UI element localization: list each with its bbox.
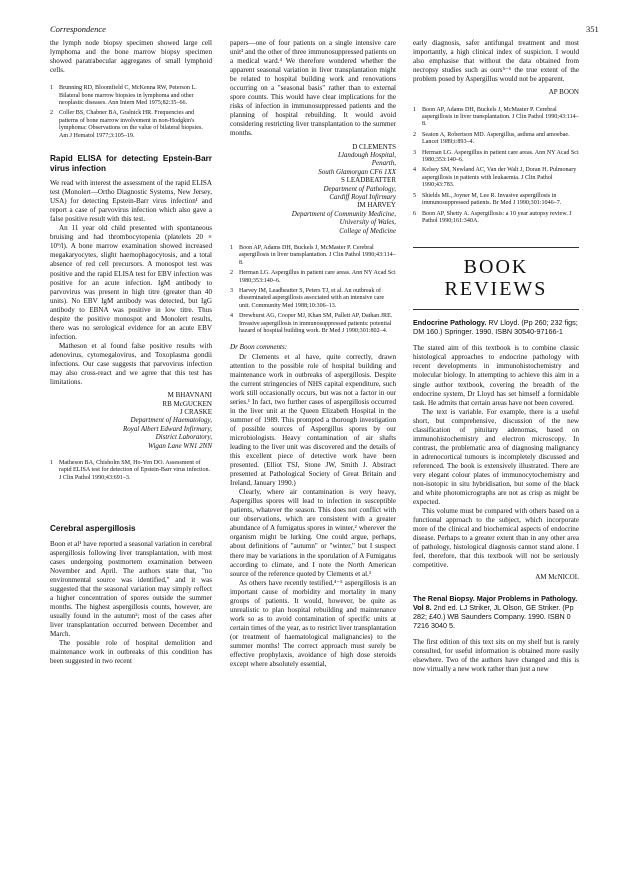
page-number: 351 (586, 24, 599, 34)
signature-line: D CLEMENTS (352, 142, 396, 151)
reference-item (413, 167, 579, 189)
reference-number: 1 (230, 244, 234, 251)
signature-line: University of Wales, (339, 218, 396, 227)
reference-number: 2 (230, 270, 234, 277)
signature-line: South Glamorgan CF6 1XX (318, 167, 396, 176)
reference-number: 4 (413, 167, 417, 174)
signature-line: College of Medicine (339, 226, 396, 235)
body-paragraph: As others have recently testified,⁴⁻⁵ aspergillosis is an important cause of morbidity and mortality in many groups of patients. It would, however, be quite as unrealistic to plan hospital rebuilding and maintenance work so as to avoid contamination of specific units at certain times of the year, as to restrict liver transplantation (or treatment of haematological malignancies) to the summer months! The correct approach must surely be effective prophylaxis, avoidance of high dose steroids except where absolutely essential, (230, 578, 396, 669)
author-signature (230, 143, 396, 235)
reference-number: 3 (230, 288, 234, 295)
reference-text: Coller BS, Chabner BA, Gralnick HR. Frequencies and patterns of bone marrow involvement in non-Hodgkin's lymphoma: Observations on the value of bilateral biopsies. Am J Hematol 1977;3:105–19. (59, 110, 203, 139)
body-paragraph: The stated aim of this textbook is to combine classic histological approaches to endocrine pathology with recent developments in immunohistochemistry and molecular biology. In attempting to achieve this aim in a single author textbook, covering the breadth of the endocrine system, Dr Lloyd has set himself a formidable task. He admits that certain areas have not been covered. (413, 344, 579, 407)
author-affiliation: Wigan Lane WN1 2NN (148, 441, 212, 450)
column-left (50, 39, 212, 666)
body-paragraph: We read with interest the assessment of the rapid ELISA test (Monolert—Ortho Diagnostic Systems, New Jersey, USA) for detecting Epstein-Barr virus infection¹ and report a case of parvovirus infection which also gave a false positive result with this test. (50, 179, 212, 224)
body-paragraph: Dr Clements et al have, quite correctly, drawn attention to the possible role of hospital building and maintenance work in outbreaks of aspergillosis. Despite the current stringencies of NHS capital expenditure, such work still occasionally occurs, but was not a factor in our series.¹ In fact, two further cases of aspergillosis occurred in the liver unit at the Queen Elizabeth Hospital in the summer of 1989. This prompted a thorough investigation of possible sources of Aspergillus spores by our microbiologists. Heavy contamination of air shafts leading to the liver unit was discovered and the details of this excellent piece of detective work have been presented. (Elliot TSJ, Stone JW, Smith J. Abstract presented at Pathological Society of Great Britain and Ireland, January 1990.) (230, 352, 396, 488)
signature-line: Llandough Hospital, (338, 150, 396, 159)
column-middle (230, 39, 396, 669)
reference-number: 3 (413, 149, 417, 156)
reference-number: 5 (413, 192, 417, 199)
reference-item (230, 288, 396, 310)
reference-item (230, 245, 396, 267)
reference-item (413, 107, 579, 129)
reference-text: Matheson BA, Chisholm SM, Ho-Yen DO. Assessment of rapid ELISA test for detection of Epstein-Barr virus infection. J Clin Pathol 1990;43:691–3. (59, 459, 211, 481)
reference-item (230, 270, 396, 285)
author-name: RB McGUCKEN (162, 399, 212, 408)
review-book-details: 2nd ed. LJ Striker, JL Olson, GE Striker. (Pp 282; £40.) WB Saunders Company. 1990. ISBN 0 7216 3040 5. (413, 602, 574, 630)
reference-text: Boon AP, Adams DH, Buckels J, McMaster P. Cerebral aspergillosis in liver transplantation. J Clin Pathol 1990;43:114–8. (239, 244, 396, 266)
body-paragraph: early diagnosis, safer antifungal treatment and most importantly, a high clinical index of suspicion. I would also emphasise that without the data obtained from necropsy studies such as ours⁵⁻⁶ the true extent of the problem posed by Aspergillus would not be apparent. (413, 39, 579, 84)
reference-number: 6 (413, 210, 417, 217)
reference-text: Boon AP, Shetty A. Aspergillosis: a 10 year autopsy review. J Pathol 1990;161:340A. (422, 210, 572, 224)
reference-list (230, 245, 396, 335)
signature-line: IM HARVEY (357, 201, 396, 210)
reference-text: Herman LG. Aspergillus in patient care areas. Ann NY Acad Sci 1980;353:140–6. (422, 149, 579, 164)
book-reviews-heading-line: REVIEWS (444, 278, 548, 301)
comments-label: Dr Boon comments: (230, 343, 288, 352)
reference-item (50, 110, 212, 140)
reference-text: Brunning RD, Bloomfield C, McKenna RW, Peterson L. Bilateral bone marrow biopsies in lymphoma and other neoplastic diseases. Ann Intern Med 1975;82:35–66. (59, 85, 197, 106)
body-paragraph: Boon et al¹ have reported a seasonal variation in cerebral aspergillosis following liver transplantation, with most cases undergoing postmortem examination between November and April. The authors state that, "no environmental source was identified," and it was suggested that the seasonal variation may simply reflect a higher concentration of spores outside the summer months. The highest aspergillosis counts, however, are usually found in the autumn²; most of the cases after liver transplantation occurred between December and March. (50, 539, 212, 639)
reviewer-signature: AM McNICOL (535, 572, 579, 581)
reference-item (413, 193, 579, 208)
reference-number: 1 (50, 459, 54, 466)
review-book-details: RV Lloyd. (Pp 260; 232 figs; DM 160.) Springer. 1990. ISBN 30540-97166-1 (413, 318, 578, 337)
author-signature: AP BOON (548, 88, 579, 97)
body-paragraph: The possible role of hospital demolition and maintenance work in outbreaks of this condition has been suggested in two recent (50, 639, 212, 666)
reference-text: Kelsey SM, Newland AC, Van der Walt J, Doran H. Pulmonary aspergillosis in patients with leukaemia. J Clin Pathol 1990;43:783. (422, 167, 577, 189)
section-divider (413, 247, 579, 248)
reference-text: Drewhurst AG, Cooper MJ, Khan SM, Pallett AP, Dathan JRE. Invasive aspergillosis in immunosuppressed patients: potential hazard of hospital building work. Br Med J 1990;301:802–4. (239, 313, 393, 335)
signature-line: Cardiff Royal Infirmary (329, 192, 396, 201)
section-divider (413, 309, 579, 310)
reference-item (413, 150, 579, 165)
body-paragraph: Matheson et al found false positive results with adenovirus, cytomegalovirus, and Toxoplasma gondii infections. Our case suggests that parvovirus infection may also cross-react and we agree that this test has limitations. (50, 341, 212, 387)
review-book-title: Endocrine Pathology. (413, 318, 487, 328)
reference-list (50, 460, 212, 482)
book-reviews-heading (413, 256, 579, 300)
reference-text: Boon AP, Adams DH, Buckels J, McMaster P. Cerebral aspergillosis in liver transplantation. J Clin Pathol 1990;43:114–8. (422, 106, 579, 128)
reference-number: 4 (230, 313, 234, 320)
body-paragraph: An 11 year old child presented with spontaneous bruising and had thrombocytopenia (platelets 20 × 10⁹/l). A bone marrow examination showed increased megakaryocytes, slight haemophagocytosis, and a total absence of red cell precursors. A monospot test was positive and the rapid ELISA test for EBV infection was positive for an acute infection. IgM antibody to parvovirus was present in high titre (greater than 40 units). No EBV IgM antibody was detected, but IgG antibody to EBNA was positive in low titre. Thus despite the positive monospot and Monolert results, there was no serological evidence for an acute EBV infection. (50, 224, 212, 341)
body-paragraph: The first edition of this text sits on my shelf but is rarely consulted, for useful information is obtained more easily elsewhere. Two of the authors have changed and this is now virtually a new work rather than just a new (413, 637, 579, 673)
book-reviews-heading-line: BOOK (463, 256, 529, 279)
reference-text: Herman LG. Aspergillus in patient care areas. Ann NY Acad Sci 1980;353:140–6. (239, 270, 396, 284)
body-paragraph: Clearly, where air contamination is very heavy, Aspergillus spores will lead to infection in susceptible patients, whatever the season. This does not conflict with our observations, which are consistent with a greater abundance of A fumigatus spores in winter,² wherever the organism might be lurking. One could argue, perhaps, about definitions of "autumn" or "winter," but I suspect there may be variations in the sporulation of A Fumigatus according to climate, and I note the North American source of the reference quoted by Clements et al.³ (230, 488, 396, 578)
reference-number: 2 (50, 110, 54, 117)
column-right (413, 39, 579, 674)
reference-item (50, 85, 212, 107)
author-name: M BHAVNANI (167, 391, 212, 400)
reference-text: Shields ML, Joyner M, Lee R. Invasive aspergillosis in immunosuppressed patients. Br Med J 1990;301:1046–7. (422, 192, 562, 207)
signature-line: S LEADBEATTER (340, 176, 396, 185)
review-book-title: The Renal Biopsy. Major Problems in Pathology. Vol 8. (413, 593, 578, 612)
reference-text: Harvey IM, Leadbeatter S, Peters TJ, et al. An outbreak of disseminated aspergillosis associated with an intensive care unit. Community Med 1988;10:306–13. (239, 288, 385, 309)
body-paragraph: This volume must be compared with others based on a functional approach to the subject, which incorporate more of the clinical and biochemical aspects of endocrine disease. Perhaps to a greater extent than in any other area of pathology, histological diagnosis cannot stand alone. I feel, therefore, that this textbook will not be seriously competitive. (413, 507, 579, 570)
author-signature (50, 391, 212, 450)
letter-title-aspergillosis: Cerebral aspergillosis (50, 524, 136, 534)
reference-number: 1 (50, 85, 54, 92)
intro-paragraph: the lymph node biopsy specimen showed large cell lymphoma and the bone marrow biopsy specimen showed paratrabecular aggregates of small lymphoid cells. (50, 39, 212, 75)
signature-line: Department of Pathology, (323, 184, 396, 193)
reference-item (413, 132, 579, 147)
review-heading (413, 594, 579, 630)
reference-item (230, 313, 396, 335)
section-header: Correspondence (50, 24, 106, 34)
review-heading (413, 318, 579, 336)
author-affiliation: Royal Albert Edward Infirmary, (122, 424, 212, 433)
reference-number: 1 (413, 106, 417, 113)
reference-list (413, 107, 579, 226)
signature-line: Penarth, (371, 159, 396, 168)
reference-item (413, 211, 579, 226)
author-affiliation: District Laboratory, (155, 433, 212, 442)
reference-list (50, 85, 212, 140)
author-affiliation: Department of Haematology, (130, 416, 212, 425)
reference-number: 2 (413, 131, 417, 138)
body-paragraph: The text is variable. For example, there is a useful short, but comprehensive, discussion of the new classification of pituitary adenomas, based on immunohistochemistry and electron microscopy. In contrast, the problematic area of diagnosing malignancy in adrenocortical tumours is incompletely discussed and referenced. The book is extensively illustrated. There are very elegant colour plates of immunocytochemistry and non-isotopic in situ hybridisation, but some of the black and white photomicrographs are not as crisp as might be expected. (413, 407, 579, 507)
reference-text: Seaton A, Robertson MD. Aspergillus, asthma and amoebae. Lancet 1989;i:893–4. (422, 131, 570, 146)
letter-title-elisa: Rapid ELISA for detecting Epstein-Barr virus infection (50, 154, 212, 173)
reference-item (50, 460, 212, 482)
body-paragraph: papers—one of four patients on a single intensive care unit³ and the other of three immunosuppressed patients on a medical ward.⁴ We therefore wondered whether the apparent seasonal variation in liver transplantation might be related to hospital building work and renovations occurring on a "seasonal basis" rather than to external spore counts. This would have clear implications for the risks of infection in immunosuppressed patients and the planning of hospital rebuilding. It would avoid considering restricting liver transplantation to the summer months. (230, 39, 396, 138)
signature-line: Department of Community Medicine, (291, 209, 396, 218)
author-name: J CRASKE (179, 407, 212, 416)
